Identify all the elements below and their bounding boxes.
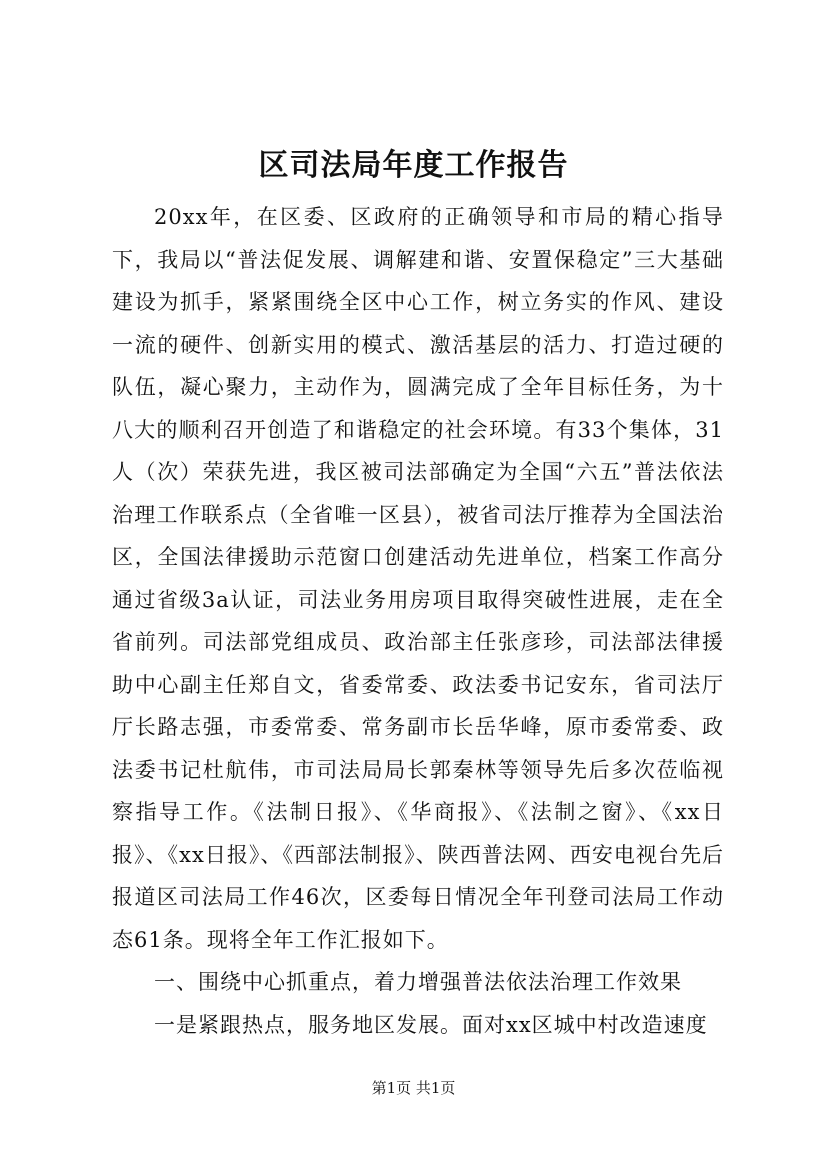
section-heading-1: 一、围绕中心抓重点，着力增强普法依法治理工作效果 <box>154 970 682 994</box>
document-title: 区司法局年度工作报告 <box>258 148 569 183</box>
document-body <box>112 196 724 1046</box>
page-footer: 第1页 共1页 <box>371 1079 456 1097</box>
paragraph-section-1-start: 一是紧跟热点，服务地区发展。面对xx区城中村改造速度 <box>154 1012 708 1037</box>
paragraph-intro: 20xx年，在区委、区政府的正确领导和市局的精心指导下，我局以“普法促发展、调解建和谐、安置保稳定”三大基础建设为抓手，紧紧围绕全区中心工作，树立务实的作风、建设一流的硬件、创新实用的模式、激活基层的活力、打造过硬的队伍，凝心聚力，主动作为，圆满完成了全年目标任务，为十八大的顺利召开创造了和谐稳定的社会环境。有33个集体，31人（次）荣获先进，我区被司法部确定为全国“六五”普法依法治理工作联系点（全省唯一区县），被省司法厅推荐为全国法治区，全国法律援助示范窗口创建活动先进单位，档案工作高分通过省级3a认证，司法业务用房项目取得突破性进展，走在全省前列。司法部党组成员、政治部主任张彦珍，司法部法律援助中心副主任郑自文，省委常委、政法委书记安东，省司法厅厅长路志强，市委常委、常务副市长岳华峰，原市委常委、政法委书记杜航伟，市司法局局长郭秦林等领导先后多次莅临视察指导工作。《法制日报》、《华商报》、《法制之窗》、《xx日报》、《xx日报》、《西部法制报》、陕西普法网、西安电视台先后报道区司法局工作46次，区委每日情况全年刊登司法局工作动态61条。现将全年工作汇报如下。 <box>112 205 724 952</box>
